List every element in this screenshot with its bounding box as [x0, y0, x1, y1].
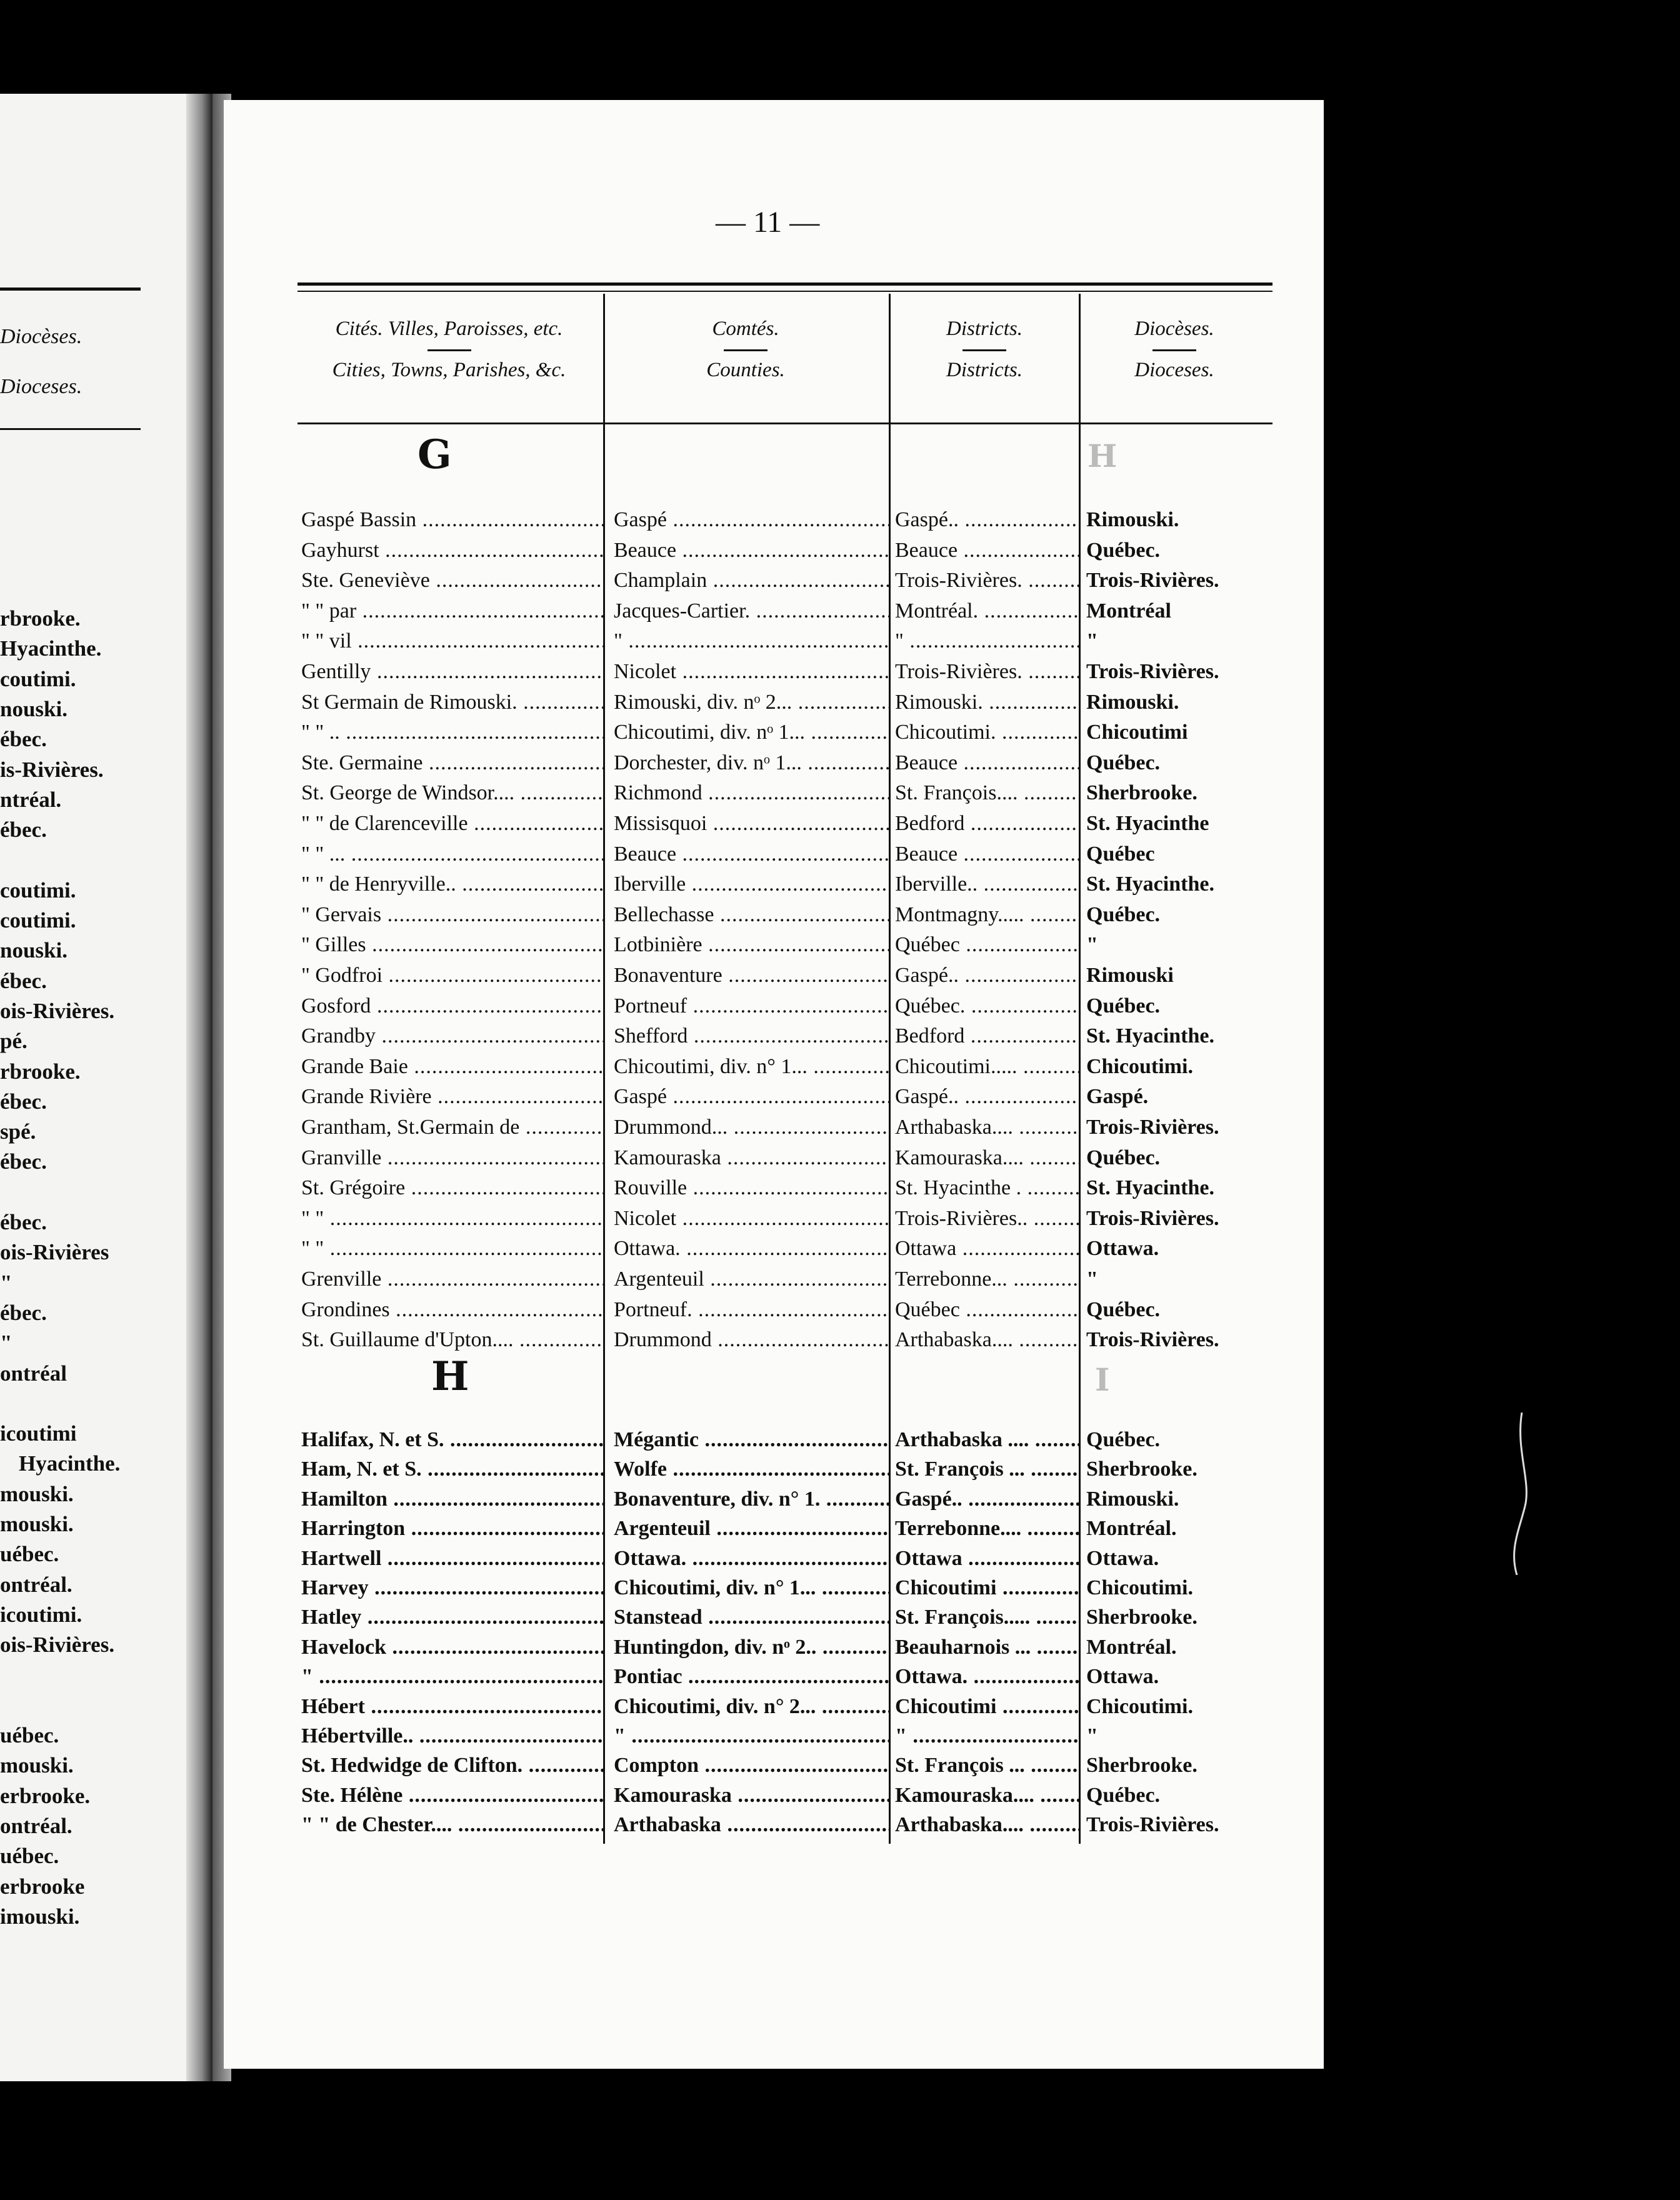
county-cell: Ottawa. ..... — [614, 1234, 889, 1264]
county-cell: Gaspé ..... — [614, 505, 889, 535]
county-cell: Compton ..... — [614, 1751, 889, 1781]
county-cell: Argenteuil ..... — [614, 1264, 889, 1294]
place-cell: " " ..... — [301, 1204, 605, 1234]
district-cell: Chicoutimi ..... — [895, 1573, 1079, 1603]
column-divider — [889, 294, 891, 1844]
place-cell: " " vil ..... — [301, 626, 605, 656]
facing-page-fragment-line: mouski. — [0, 1481, 74, 1506]
place-cell: Grande Baie ..... — [301, 1052, 605, 1082]
place-cell: Ste. Geneviève ..... — [301, 566, 605, 596]
district-cell: St. François.... ..... — [895, 778, 1079, 808]
county-cell: Chicoutimi, div. nᵒ 1... ..... — [614, 718, 889, 748]
facing-page-fragment-line: ontréal — [0, 1361, 67, 1386]
district-cell: Gaspé.. ..... — [895, 505, 1079, 535]
facing-page-fragment-line: erbrooke — [0, 1874, 85, 1899]
diocese-cell: " — [1086, 629, 1098, 653]
place-cell: St. George de Windsor.... ..... — [301, 778, 605, 808]
place-cell: Harvey ..... — [301, 1573, 605, 1603]
county-cell: Lotbinière ..... — [614, 930, 889, 960]
place-cell: Ham, N. et S. ..... — [301, 1454, 605, 1484]
county-cell: Beauce ..... — [614, 536, 889, 566]
facing-page-fragment-line: " — [0, 1270, 12, 1295]
facing-page-fragment-line: ois-Rivières. — [0, 998, 115, 1023]
district-cell: Chicoutimi ..... — [895, 1692, 1079, 1722]
diocese-cell: Trois-Rivières. — [1086, 1206, 1219, 1230]
bleed-through-letter: I — [1095, 1361, 1110, 1398]
facing-page-fragment-line: ontréal. — [0, 1814, 72, 1838]
diocese-cell: St. Hyacinthe. — [1086, 1024, 1214, 1048]
place-cell: Ste. Germaine ..... — [301, 748, 605, 778]
diocese-cell: Québec. — [1086, 902, 1161, 926]
column-header-counties-en: Counties. — [706, 359, 785, 381]
facing-page-fragment-line: spé. — [0, 1119, 36, 1144]
facing-page-fragment — [0, 94, 212, 2081]
county-cell: Huntingdon, div. nᵒ 2.. ..... — [614, 1632, 889, 1662]
facing-page-fragment-line: coutimi. — [0, 666, 76, 691]
county-cell: Champlain ..... — [614, 566, 889, 596]
place-cell: Grondines ..... — [301, 1295, 605, 1325]
district-cell: Québec ..... — [895, 1295, 1079, 1325]
page-number: — 11 — — [716, 206, 820, 239]
county-cell: Pontiac ..... — [614, 1662, 889, 1692]
place-cell: Gentilly ..... — [301, 657, 605, 687]
diocese-cell: Ottawa. — [1086, 1546, 1159, 1570]
district-cell: Ottawa. ..... — [895, 1662, 1079, 1692]
facing-page-fragment-line: ébec. — [0, 1089, 47, 1114]
district-cell: Beauce ..... — [895, 748, 1079, 778]
county-cell: Iberville ..... — [614, 869, 889, 899]
place-cell: Grenville ..... — [301, 1264, 605, 1294]
place-cell: Gayhurst ..... — [301, 536, 605, 566]
facing-page-fragment-line: mouski. — [0, 1512, 74, 1536]
district-cell: St. Hyacinthe . ..... — [895, 1173, 1079, 1203]
column-header-places-fr: Cités. Villes, Paroisses, etc. — [335, 318, 563, 340]
facing-page-fragment-line: uébec. — [0, 1844, 59, 1869]
diocese-cell: Québec — [1086, 842, 1155, 866]
diocese-cell: " — [1086, 1268, 1098, 1291]
district-cell: Arthabaska .... ..... — [895, 1425, 1079, 1455]
diocese-cell: Québec. — [1086, 994, 1161, 1018]
county-cell: Kamouraska ..... — [614, 1781, 889, 1811]
diocese-cell: Trois-Rivières. — [1086, 1813, 1219, 1837]
district-cell: Terrebonne.... ..... — [895, 1514, 1079, 1544]
diocese-cell: Rimouski — [1086, 964, 1174, 987]
place-cell: " " de Chester.... ..... — [301, 1810, 605, 1840]
place-cell: Gosford ..... — [301, 991, 605, 1021]
county-cell: Bellechasse ..... — [614, 900, 889, 930]
section-letter-g: G — [418, 431, 452, 478]
district-cell: Rimouski. ..... — [895, 688, 1079, 718]
film-scratch — [1503, 1412, 1541, 1575]
facing-page-fragment-line: ois-Rivières — [0, 1240, 109, 1265]
district-cell: Arthabaska.... ..... — [895, 1325, 1079, 1355]
diocese-cell: Ottawa. — [1086, 1665, 1159, 1689]
district-cell: Beauharnois ... ..... — [895, 1632, 1079, 1662]
diocese-cell: Québec. — [1086, 1146, 1161, 1169]
county-cell: Richmond ..... — [614, 778, 889, 808]
header-rule — [298, 422, 1272, 424]
book-gutter — [186, 94, 212, 2081]
column-divider — [1079, 294, 1081, 1844]
district-cell: Trois-Rivières. ..... — [895, 566, 1079, 596]
diocese-cell: " — [1086, 933, 1098, 957]
diocese-cell: Rimouski. — [1086, 508, 1179, 531]
place-cell: Granville ..... — [301, 1143, 605, 1173]
place-cell: Havelock ..... — [301, 1632, 605, 1662]
district-cell: Arthabaska.... ..... — [895, 1810, 1079, 1840]
facing-page-fragment-line: rbrooke. — [0, 606, 81, 631]
facing-page-rule — [0, 288, 141, 291]
column-header-counties — [605, 318, 886, 382]
column-header-counties-fr: Comtés. — [712, 318, 779, 340]
place-cell: St Germain de Rimouski. ..... — [301, 688, 605, 718]
district-cell: Ottawa ..... — [895, 1544, 1079, 1574]
district-cell: Québec. ..... — [895, 991, 1079, 1021]
diocese-cell: Trois-Rivières. — [1086, 1328, 1219, 1352]
diocese-cell: Sherbrooke. — [1086, 1606, 1198, 1629]
place-cell: Grande Rivière ..... — [301, 1082, 605, 1112]
facing-page-fragment-line: uébec. — [0, 1723, 59, 1748]
place-cell: " Gervais ..... — [301, 900, 605, 930]
place-cell: " Godfroi ..... — [301, 961, 605, 991]
facing-page-fragment-line: coutimi. — [0, 908, 76, 932]
district-cell: St. François ... ..... — [895, 1454, 1079, 1484]
facing-page-fragment-line: imouski. — [0, 1904, 80, 1929]
top-rule — [298, 282, 1272, 286]
county-cell: Ottawa. ..... — [614, 1544, 889, 1574]
place-cell: Grandby ..... — [301, 1021, 605, 1051]
county-cell: Beauce ..... — [614, 839, 889, 869]
county-cell: Kamouraska ..... — [614, 1143, 889, 1173]
facing-page-fragment-line: ébec. — [0, 1149, 47, 1174]
district-cell: Terrebonne... ..... — [895, 1264, 1079, 1294]
facing-page-fragment-line: ébec. — [0, 1210, 47, 1234]
district-cell: Ottawa ..... — [895, 1234, 1079, 1264]
district-cell: Trois-Rivières.. ..... — [895, 1204, 1079, 1234]
place-cell: " ..... — [301, 1662, 605, 1692]
county-cell: Stanstead ..... — [614, 1602, 889, 1632]
place-cell: St. Hedwidge de Clifton. ..... — [301, 1751, 605, 1781]
diocese-cell: Québec. — [1086, 751, 1161, 774]
district-cell: Chicoutimi..... ..... — [895, 1052, 1079, 1082]
district-cell: St. François ... ..... — [895, 1751, 1079, 1781]
diocese-cell: Ottawa. — [1086, 1237, 1159, 1261]
county-cell: Wolfe ..... — [614, 1454, 889, 1484]
district-cell: Montréal. ..... — [895, 596, 1079, 626]
place-cell: Hébertville.. ..... — [301, 1721, 605, 1751]
place-cell: Hébert ..... — [301, 1692, 605, 1722]
place-cell: St. Grégoire ..... — [301, 1173, 605, 1203]
facing-page-fragment-line: " — [0, 1331, 12, 1356]
county-cell: Nicolet ..... — [614, 1204, 889, 1234]
facing-page-fragment-line: ois-Rivières. — [0, 1632, 115, 1658]
diocese-cell: Montréal. — [1086, 1517, 1177, 1541]
district-cell: " ..... — [895, 626, 1079, 656]
place-cell: Ste. Hélène ..... — [301, 1781, 605, 1811]
diocese-cell: Québec. — [1086, 1783, 1161, 1807]
diocese-cell: " — [1086, 1724, 1098, 1748]
county-cell: Chicoutimi, div. n° 2... ..... — [614, 1692, 889, 1722]
facing-page-fragment-line: erbrooke. — [0, 1783, 91, 1808]
diocese-cell: Rimouski. — [1086, 690, 1179, 714]
facing-page-fragment-line: ntréal. — [0, 787, 62, 812]
column-header-dioceses-fr: Diocèses. — [1134, 318, 1214, 340]
county-cell: Bonaventure ..... — [614, 961, 889, 991]
county-cell: Drummond... ..... — [614, 1112, 889, 1142]
county-cell: Argenteuil ..... — [614, 1514, 889, 1544]
place-cell: " " par ..... — [301, 596, 605, 626]
place-cell: Gaspé Bassin ..... — [301, 505, 605, 535]
top-rule-thin — [298, 291, 1272, 292]
diocese-cell: Québec. — [1086, 538, 1161, 562]
place-cell: " " ..... — [301, 1234, 605, 1264]
diocese-cell: Québec. — [1086, 1298, 1161, 1321]
diocese-cell: St. Hyacinthe. — [1086, 1176, 1214, 1200]
column-header-places — [298, 318, 601, 382]
district-cell: " ..... — [895, 1721, 1079, 1751]
facing-page-fragment-line: icoutimi — [0, 1421, 77, 1446]
facing-page-fragment-line: Hyacinthe. — [0, 636, 102, 661]
district-cell: Montmagny..... ..... — [895, 900, 1079, 930]
place-cell: Halifax, N. et S. ..... — [301, 1425, 605, 1455]
facing-page-fragment-line: ontréal. — [0, 1572, 72, 1597]
diocese-cell: Gaspé. — [1086, 1085, 1149, 1109]
county-cell: Portneuf. ..... — [614, 1295, 889, 1325]
bleed-through-letter: H — [1088, 438, 1118, 474]
diocese-cell: Montréal — [1086, 599, 1171, 622]
place-cell: Hatley ..... — [301, 1602, 605, 1632]
diocese-cell: Québec. — [1086, 1428, 1161, 1451]
place-cell: Grantham, St.Germain de ..... — [301, 1112, 605, 1142]
facing-page-fragment-line: ébec. — [0, 727, 47, 752]
diocese-cell: Sherbrooke. — [1086, 781, 1198, 805]
place-cell: " " de Clarenceville ..... — [301, 809, 605, 839]
county-cell: " ..... — [614, 626, 889, 656]
facing-page-fragment-line: pé. — [0, 1029, 28, 1054]
district-cell: Iberville.. ..... — [895, 869, 1079, 899]
facing-page-fragment-line: is-Rivières. — [0, 757, 104, 782]
district-cell: Bedford ..... — [895, 809, 1079, 839]
facing-page-fragment-line: nouski. — [0, 696, 68, 721]
facing-page-fragment-line: mouski. — [0, 1753, 74, 1778]
facing-page-fragment-line: Hyacinthe. — [19, 1451, 121, 1476]
place-cell: " " ... ..... — [301, 839, 605, 869]
place-cell: " " .. ..... — [301, 718, 605, 748]
diocese-cell: St. Hyacinthe — [1086, 812, 1209, 835]
diocese-cell: Chicoutimi — [1086, 721, 1188, 744]
district-cell: Gaspé.. ..... — [895, 1082, 1079, 1112]
county-cell: Nicolet ..... — [614, 657, 889, 687]
district-cell: Gaspé.. ..... — [895, 1484, 1079, 1514]
place-cell: " " de Henryville.. ..... — [301, 869, 605, 899]
district-cell: St. François..... ..... — [895, 1602, 1079, 1632]
facing-page-fragment-line: rbrooke. — [0, 1059, 81, 1084]
county-cell: " ..... — [614, 1721, 889, 1751]
diocese-cell: Sherbrooke. — [1086, 1754, 1198, 1778]
diocese-cell: Trois-Rivières. — [1086, 660, 1219, 683]
county-cell: Arthabaska ..... — [614, 1810, 889, 1840]
column-header-places-en: Cities, Towns, Parishes, &c. — [332, 359, 566, 381]
district-cell: Gaspé.. ..... — [895, 961, 1079, 991]
facing-page-header-en: Dioceses. — [0, 375, 82, 398]
column-header-dioceses-en: Dioceses. — [1134, 359, 1214, 381]
diocese-cell: Trois-Rivières. — [1086, 569, 1219, 592]
district-cell: Bedford ..... — [895, 1021, 1079, 1051]
county-cell: Chicoutimi, div. n° 1... ..... — [614, 1573, 889, 1603]
district-cell: Beauce ..... — [895, 839, 1079, 869]
place-cell: St. Guillaume d'Upton.... ..... — [301, 1325, 605, 1355]
county-cell: Gaspé ..... — [614, 1082, 889, 1112]
county-cell: Dorchester, div. nᵒ 1... ..... — [614, 748, 889, 778]
facing-page-fragment-line: ébec. — [0, 1300, 47, 1325]
county-cell: Mégantic ..... — [614, 1425, 889, 1455]
diocese-cell: St. Hyacinthe. — [1086, 872, 1214, 896]
county-cell: Shefford ..... — [614, 1021, 889, 1051]
place-cell: Hartwell ..... — [301, 1544, 605, 1574]
diocese-cell: Chicoutimi. — [1086, 1054, 1193, 1078]
place-cell: " Gilles ..... — [301, 930, 605, 960]
diocese-cell: Chicoutimi. — [1086, 1694, 1193, 1718]
district-cell: Beauce ..... — [895, 536, 1079, 566]
district-cell: Kamouraska.... ..... — [895, 1143, 1079, 1173]
section-letter-h: H — [431, 1353, 469, 1400]
diocese-cell: Trois-Rivières. — [1086, 1116, 1219, 1139]
facing-page-fragment-line: ébec. — [0, 818, 47, 842]
diocese-cell: Montréal. — [1086, 1635, 1177, 1659]
place-cell: Hamilton ..... — [301, 1484, 605, 1514]
facing-page-rule — [0, 428, 141, 430]
column-header-dioceses — [1081, 318, 1268, 382]
facing-page-fragment-line: icoutimi. — [0, 1602, 82, 1627]
district-cell: Kamouraska.... ..... — [895, 1781, 1079, 1811]
county-cell: Jacques-Cartier. ..... — [614, 596, 889, 626]
district-cell: Chicoutimi. ..... — [895, 718, 1079, 748]
facing-page-fragment-line: nouski. — [0, 938, 68, 963]
column-header-districts-en: Districts. — [946, 359, 1022, 381]
county-cell: Drummond ..... — [614, 1325, 889, 1355]
column-header-districts — [891, 318, 1078, 382]
place-cell: Harrington ..... — [301, 1514, 605, 1544]
diocese-cell: Rimouski. — [1086, 1487, 1179, 1511]
district-cell: Trois-Rivières. ..... — [895, 657, 1079, 687]
facing-page-header-fr: Diocèses. — [0, 325, 82, 348]
facing-page-fragment-line: uébec. — [0, 1542, 59, 1567]
diocese-cell: Chicoutimi. — [1086, 1576, 1193, 1599]
district-cell: Québec ..... — [895, 930, 1079, 960]
county-cell: Bonaventure, div. n° 1. ..... — [614, 1484, 889, 1514]
diocese-cell: Sherbrooke. — [1086, 1458, 1198, 1481]
facing-page-fragment-line: ébec. — [0, 968, 47, 993]
county-cell: Missisquoi ..... — [614, 809, 889, 839]
county-cell: Portneuf ..... — [614, 991, 889, 1021]
column-header-districts-fr: Districts. — [946, 318, 1022, 340]
county-cell: Rouville ..... — [614, 1173, 889, 1203]
facing-page-fragment-line: coutimi. — [0, 878, 76, 902]
county-cell: Chicoutimi, div. n° 1... ..... — [614, 1052, 889, 1082]
county-cell: Rimouski, div. nᵒ 2... ..... — [614, 688, 889, 718]
district-cell: Arthabaska.... ..... — [895, 1112, 1079, 1142]
